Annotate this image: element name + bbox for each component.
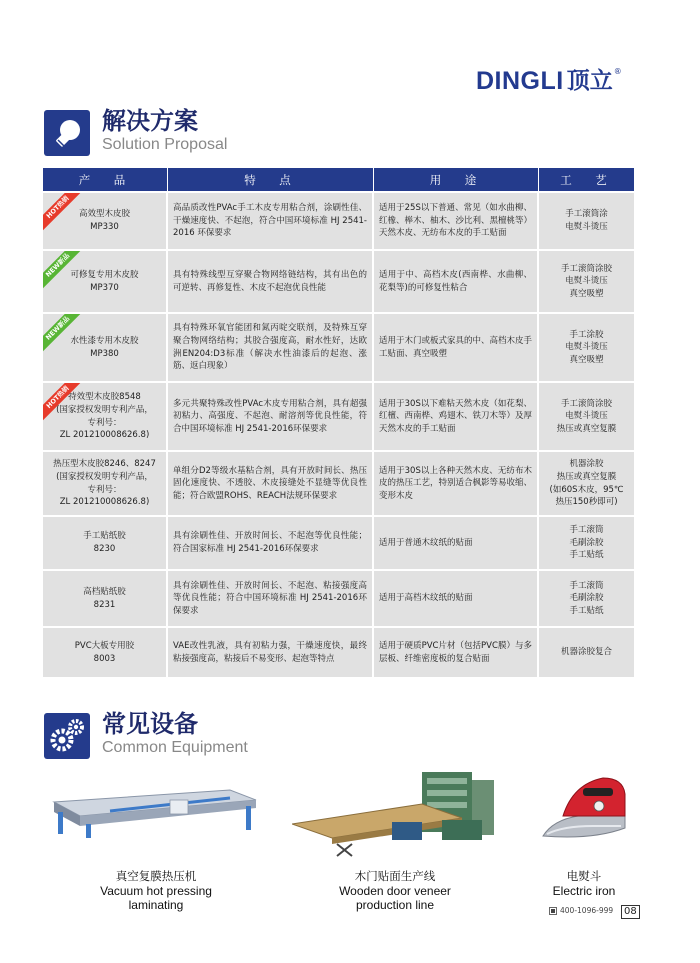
phone-icon (549, 907, 557, 915)
electric-iron-image (533, 770, 633, 845)
process-cell: 手工滚筒涂胶 电熨斗烫压 真空吸塑 (560, 263, 612, 299)
header-product: 产 品 (43, 168, 168, 191)
features-cell: 具有涂刷性佳、开放时间长、不起泡等优良性能；符合国家标准 HJ 2541-2016环保要求 (168, 517, 374, 569)
equipment-name-en: laminating (128, 898, 184, 912)
product-cell: PVC大板专用胶 8003 (43, 628, 168, 677)
phone-number (549, 906, 613, 915)
process-cell: 手工滚筒 毛刷涂胶 手工贴纸 (569, 525, 604, 561)
new-badge: NEW新品 (43, 312, 82, 353)
features-cell: 具有特殊线型互穿聚合物网络链结构，其有出色的可逆转、再修复性、木皮不起泡优良性能 (168, 251, 374, 312)
brand-logo (476, 66, 622, 96)
product-cell: 水性漆专用木皮胶 MP380 (43, 314, 168, 381)
features-cell: 单组分D2等级水基粘合剂，具有开放时间长、热压固化速度快、不透胶、木皮接缝处不显缝等优良性能；符合欧盟ROHS、REACH法规环保要求 (168, 452, 374, 515)
features-cell: 具有特殊环氧官能团和氮丙啶交联剂，及特殊互穿聚合物网络结构；其胶合强度高，耐水性好，达欧洲EN204:D3标准（解决水性油漆后的起泡、涨筋、返白现象） (168, 314, 374, 381)
usage-cell: 适用于高档木纹纸的贴面 (374, 571, 539, 626)
page-number: 08 (621, 905, 640, 919)
equipment-caption (76, 868, 236, 912)
equipment-name-en: Electric iron (552, 884, 616, 898)
equipment-name-en: production line (355, 898, 435, 912)
usage-cell: 适用于30S以上各种天然木皮、无纺布木皮的热压工艺，特别适合枫影等易收缩、变形木皮 (374, 452, 539, 515)
hot-badge: HOT热销 (43, 381, 82, 422)
usage-cell: 适用于普通木纹纸的贴面 (374, 517, 539, 569)
product-cell: 可修复专用木皮胶 MP370 (43, 251, 168, 312)
section-title: 常见设备 (102, 710, 198, 738)
equipment-name-cn: 电熨斗 (566, 869, 602, 883)
table-header (43, 168, 634, 191)
product-cell: 高档贴纸胶 8231 (43, 571, 168, 626)
brand-logo-chinese: 顶立 (566, 68, 613, 94)
usage-cell: 适用于木门或板式家具的中、高档木皮手工贴面、真空吸塑 (374, 314, 539, 381)
equipment-name-cn: 木门贴面生产线 (354, 869, 436, 883)
phone-text: 400-1096-999 (560, 906, 614, 915)
product-table (43, 168, 634, 677)
header-features: 特 点 (168, 168, 374, 191)
process-cell: 手工涂胶 电熨斗烫压 真空吸塑 (565, 329, 608, 365)
vacuum-press-machine-image (50, 782, 260, 842)
section-subtitle: Solution Proposal (102, 136, 228, 153)
features-cell: 多元共聚特殊改性PVAc木皮专用粘合剂，具有超强初粘力、高强度、不起泡、耐溶剂等优良性能，符合中国环境标准 HJ 2541-2016环保要求 (168, 383, 374, 450)
new-badge: NEW新品 (43, 249, 82, 290)
process-cell: 手工滚筒涂 电熨斗烫压 (565, 209, 608, 232)
usage-cell: 适用于30S以下难粘天然木皮（如花梨、红檀、西南桦、鸡翅木、铁刀木等）及厚天然木皮的手工贴面 (374, 383, 539, 450)
usage-cell: 适用于25S以下普通、常见（如水曲柳、红橡、榉木、柚木、沙比利、黑檀桃等）天然木皮、无纺布木皮的手工贴面 (374, 193, 539, 249)
table-row (43, 312, 634, 381)
features-cell: VAE改性乳液，具有初粘力强，干燥速度快，最终粘接强度高，粘接后不易变形、起泡等特点 (168, 628, 374, 677)
process-cell: 手工滚筒涂胶 电熨斗烫压 热压或真空复膜 (556, 398, 617, 434)
product-cell: 特效型木皮胶8548 (国家授权发明专利产品， 专利号： ZL 201210008626.8) (43, 383, 168, 450)
features-cell: 高品质改性PVAc手工木皮专用粘合剂，涂刷性佳、干燥速度快、不起泡，符合中国环境标准 HJ 2541-2016 环保要求 (168, 193, 374, 249)
table-row (43, 569, 634, 626)
product-cell: 热压型木皮胶8246、8247 (国家授权发明专利产品， 专利号： ZL 201210008626.8) (43, 452, 168, 515)
table-row (43, 191, 634, 249)
equipment-caption (530, 868, 638, 898)
section-subtitle: Common Equipment (102, 739, 248, 756)
features-cell: 具有涂刷性佳、开放时间长、不起泡、粘接强度高等优良性能；符合中国环境标准 HJ 2541-2016环保要求 (168, 571, 374, 626)
brand-logo-latin: DINGLI (476, 67, 564, 95)
product-cell: 高效型木皮胶 MP330 (43, 193, 168, 249)
table-row (43, 626, 634, 677)
process-cell: 机器涂胶复合 (560, 647, 612, 658)
registered-mark: ® (613, 67, 622, 76)
table-row (43, 249, 634, 312)
usage-cell: 适用于硬质PVC片材（包括PVC膜）与多层板、纤维密度板的复合贴面 (374, 628, 539, 677)
table-row (43, 515, 634, 569)
header-process: 工 艺 (560, 172, 613, 187)
equipment-name-en: Vacuum hot pressing (100, 884, 212, 898)
lightbulb-icon (44, 110, 90, 156)
table-row (43, 381, 634, 450)
gears-icon (44, 713, 90, 759)
usage-cell: 适用于中、高档木皮(西南桦、水曲柳、花梨等)的可修复性粘合 (374, 251, 539, 312)
equipment-caption (315, 868, 475, 912)
section-title: 解决方案 (102, 107, 198, 135)
equipment-name-en: Wooden door veneer (339, 884, 451, 898)
header-usage: 用 途 (374, 168, 539, 191)
process-cell: 手工滚筒 毛刷涂胶 手工贴纸 (569, 580, 604, 616)
production-line-image (292, 770, 507, 860)
table-row (43, 450, 634, 515)
process-cell: 机器涂胶 热压或真空复膜 (如60S木皮，95℃ 热压150秒即可) (549, 459, 624, 508)
hot-badge: HOT热销 (43, 191, 82, 232)
equipment-name-cn: 真空复膜热压机 (115, 869, 197, 883)
product-cell: 手工贴纸胶 8230 (43, 517, 168, 569)
